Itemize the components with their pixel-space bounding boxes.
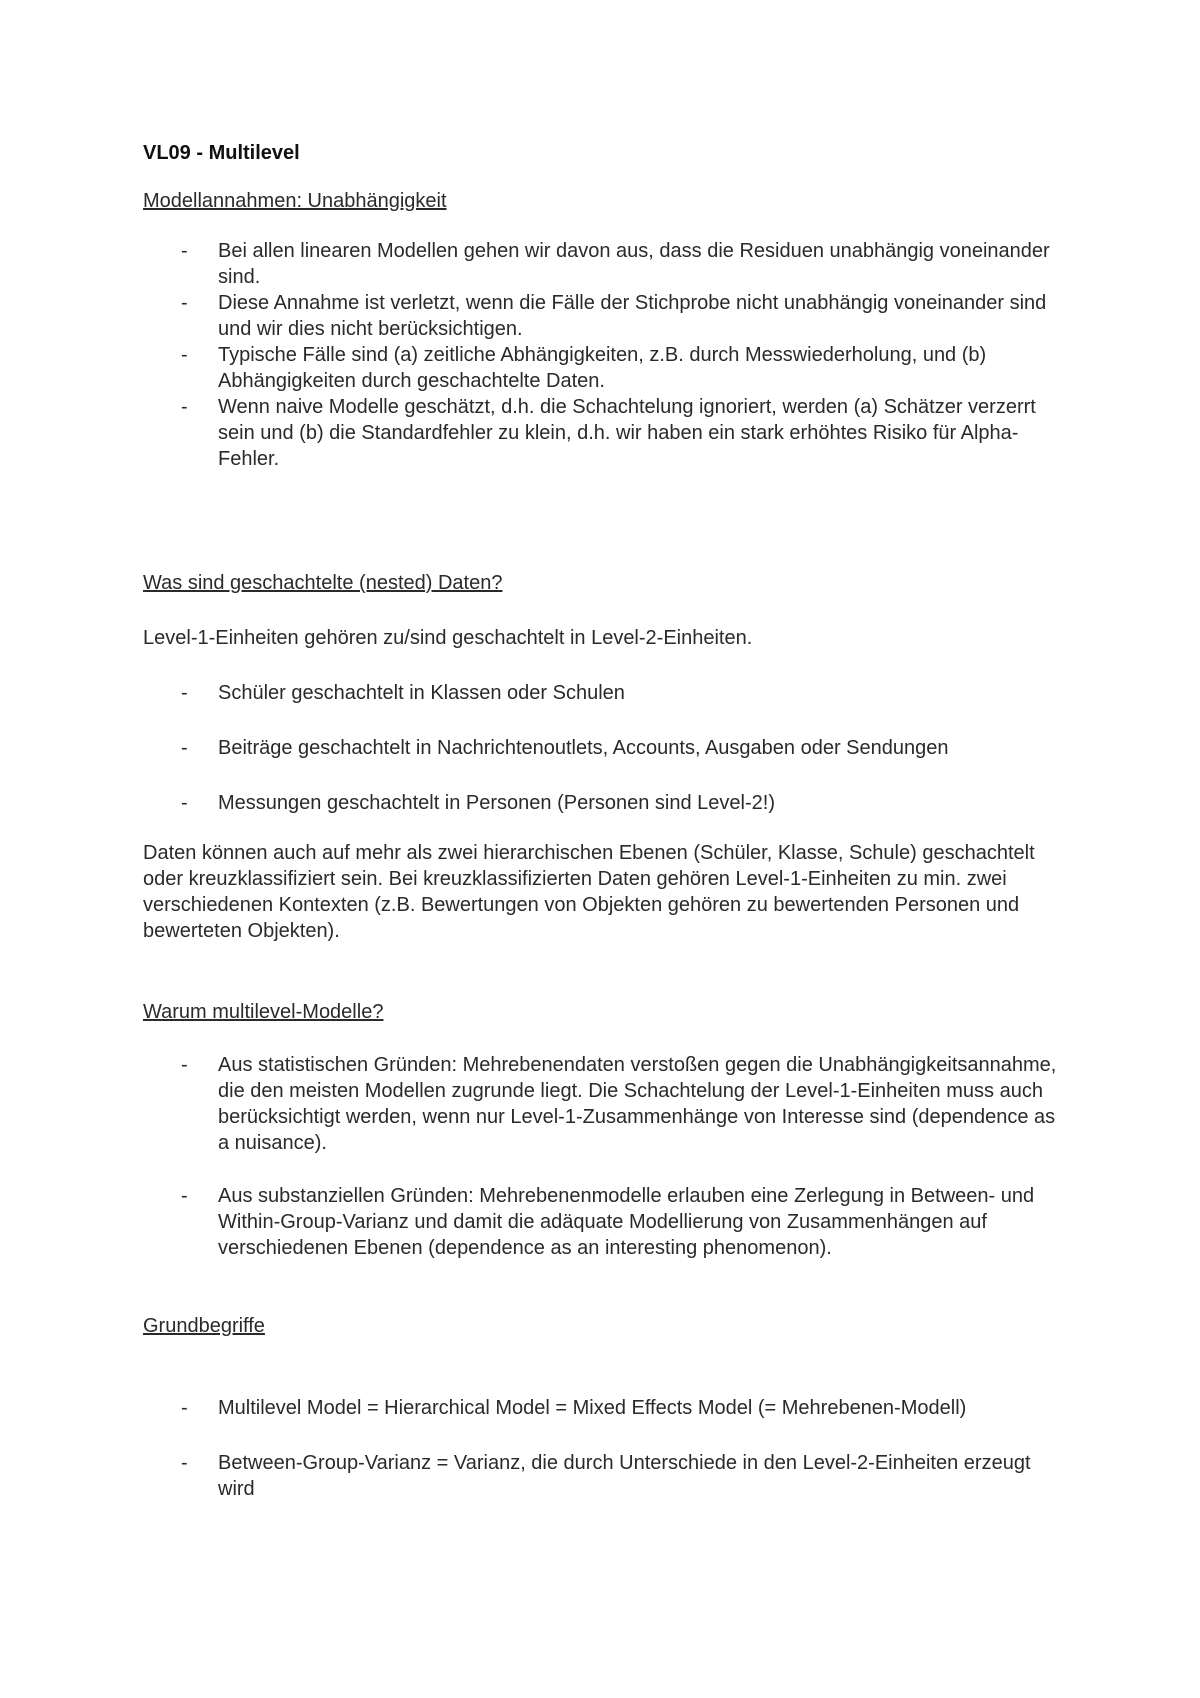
section-heading-why-multilevel: Warum multilevel-Modelle?: [143, 1001, 384, 1023]
modellannahmen-list: [143, 238, 1063, 472]
list-item: [143, 1183, 1063, 1261]
why-multilevel-list: [143, 1052, 1063, 1261]
dash-marker: -: [181, 682, 188, 704]
section-heading-grundbegriffe: Grundbegriffe: [143, 1315, 265, 1337]
list-item: [143, 1052, 1063, 1156]
list-item: [143, 790, 1063, 816]
dash-marker: -: [181, 1054, 188, 1076]
list-item-text: Bei allen linearen Modellen gehen wir davon aus, dass die Residuen unabhängig voneinander sind.: [218, 240, 1050, 288]
dash-marker: -: [181, 396, 188, 418]
list-item: [143, 735, 1063, 761]
dash-marker: -: [181, 292, 188, 314]
document-title: VL09 - Multilevel: [143, 142, 300, 164]
list-item-text: Diese Annahme ist verletzt, wenn die Fälle der Stichprobe nicht unabhängig voneinander sind und wir dies nicht berücksichtigen.: [218, 292, 1047, 340]
dash-marker: -: [181, 1397, 188, 1419]
list-item-text: Typische Fälle sind (a) zeitliche Abhängigkeiten, z.B. durch Messwiederholung, und (b) Abhängigkeiten durch geschachtelte Daten.: [218, 344, 987, 392]
list-item-text: Aus statistischen Gründen: Mehrebenendaten verstoßen gegen die Unabhängigkeitsannahme, die den meisten Modellen zugrunde liegt. Die Schachtelung der Level-1-Einheiten muss auch berücksichtigt werden, wenn nur Level-1-Zusammenhänge von Interesse sind (dependence as a nuisance).: [218, 1054, 1057, 1154]
dash-marker: -: [181, 344, 188, 366]
list-item: [143, 238, 1063, 290]
list-item: [143, 290, 1063, 342]
dash-marker: -: [181, 240, 188, 262]
list-item: [143, 1450, 1063, 1502]
list-item-text: Messungen geschachtelt in Personen (Personen sind Level-2!): [218, 792, 775, 814]
section-heading-modellannahmen: Modellannahmen: Unabhängigkeit: [143, 190, 447, 212]
list-item-text: Aus substanziellen Gründen: Mehrebenenmodelle erlauben eine Zerlegung in Between- und Within-Group-Varianz und damit die adäquate Modellierung von Zusammenhängen auf verschiedenen Ebenen (dependence as an interesting phenomenon).: [218, 1185, 1035, 1259]
list-item: [143, 394, 1063, 472]
list-item: [143, 1395, 1063, 1421]
list-item-text: Wenn naive Modelle geschätzt, d.h. die Schachtelung ignoriert, werden (a) Schätzer verzerrt sein und (b) die Standardfehler zu klein, d.h. wir haben ein stark erhöhtes Risiko für Alpha-Fehler.: [218, 396, 1036, 470]
grundbegriffe-list: [143, 1395, 1063, 1502]
nested-data-list: [143, 680, 1063, 816]
dash-marker: -: [181, 1452, 188, 1474]
list-item-text: Beiträge geschachtelt in Nachrichtenoutlets, Accounts, Ausgaben oder Sendungen: [218, 737, 949, 759]
list-item: [143, 342, 1063, 394]
document-page: [143, 140, 1063, 1502]
section-heading-nested-data: Was sind geschachtelte (nested) Daten?: [143, 572, 503, 594]
dash-marker: -: [181, 1185, 188, 1207]
list-item-text: Between-Group-Varianz = Varianz, die durch Unterschiede in den Level-2-Einheiten erzeugt wird: [218, 1452, 1031, 1500]
list-item: [143, 680, 1063, 706]
dash-marker: -: [181, 737, 188, 759]
list-item-text: Schüler geschachtelt in Klassen oder Schulen: [218, 682, 625, 704]
nested-data-intro: Level-1-Einheiten gehören zu/sind geschachtelt in Level-2-Einheiten.: [143, 627, 753, 649]
nested-data-outro: Daten können auch auf mehr als zwei hierarchischen Ebenen (Schüler, Klasse, Schule) geschachtelt oder kreuzklassifiziert sein. Bei kreuzklassifizierten Daten gehören Level-1-Einheiten zu min. zwei verschiedenen Kontexten (z.B. Bewertungen von Objekten gehören zu bewertenden Personen und bewerteten Objekten).: [143, 842, 1035, 942]
dash-marker: -: [181, 792, 188, 814]
list-item-text: Multilevel Model = Hierarchical Model = Mixed Effects Model (= Mehrebenen-Modell): [218, 1397, 967, 1419]
